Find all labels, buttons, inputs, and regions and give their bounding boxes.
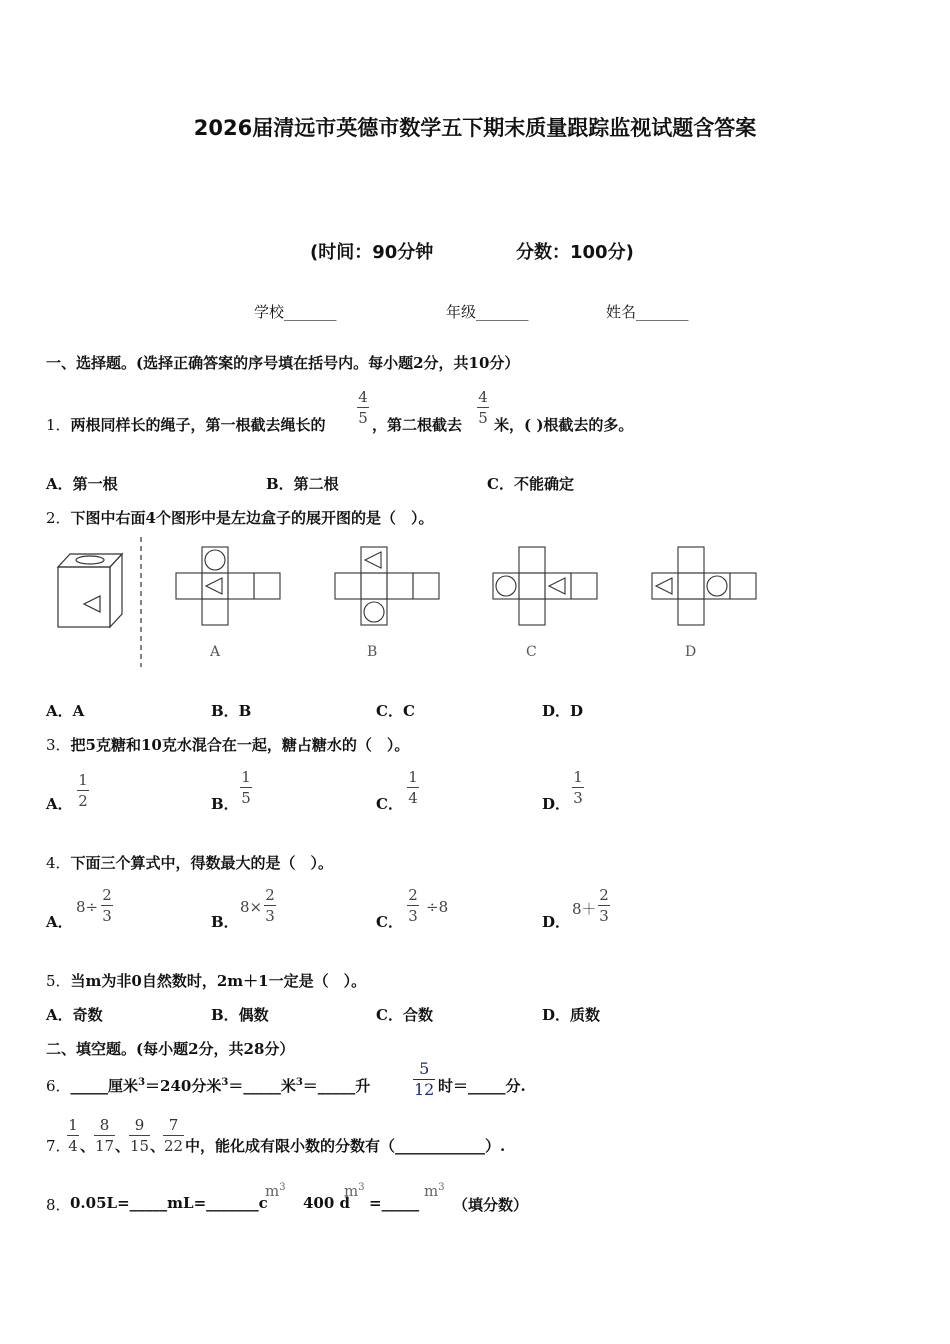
q4-b-numerator: 2 bbox=[265, 886, 275, 904]
q4-c-fraction bbox=[407, 886, 419, 925]
q4-number: 4． bbox=[46, 854, 71, 872]
q4-b-prefix: 8× bbox=[240, 898, 263, 916]
q7-number: 7． bbox=[46, 1137, 71, 1155]
net-b-label: B bbox=[367, 644, 378, 660]
q6-denominator: 12 bbox=[414, 1080, 435, 1099]
q6-sup-1: 3 bbox=[138, 1077, 146, 1088]
q6-text-a: _____厘米 bbox=[70, 1077, 139, 1095]
q1-number: 1． bbox=[46, 416, 71, 434]
q1-fraction-2 bbox=[477, 388, 489, 427]
q4-a-prefix: 8÷ bbox=[76, 898, 99, 916]
q4-label-b: B． bbox=[211, 913, 239, 931]
q8-number: 8． bbox=[46, 1196, 71, 1214]
net-d bbox=[652, 547, 756, 625]
q3-b-numerator: 1 bbox=[241, 768, 251, 786]
q2-option-d: D．D bbox=[542, 702, 584, 720]
net-a bbox=[176, 547, 280, 625]
q4-label-d: D． bbox=[542, 913, 571, 931]
q6-sup-3: 3 bbox=[295, 1077, 303, 1088]
q5-option-a: A．奇数 bbox=[46, 1006, 103, 1024]
q4-label-c: C． bbox=[376, 913, 403, 931]
q4-d-numerator: 2 bbox=[599, 886, 609, 904]
q8-unit1-sup: 3 bbox=[279, 1182, 286, 1193]
q6-number: 6． bbox=[46, 1077, 71, 1095]
net-b bbox=[335, 547, 439, 625]
q7-fraction-2 bbox=[94, 1116, 115, 1155]
q3-number: 3． bbox=[46, 736, 71, 754]
q4-label-a: A． bbox=[46, 913, 73, 931]
q6-text-d: ＝_____升 bbox=[302, 1077, 371, 1095]
q8-unit-1 bbox=[265, 1182, 286, 1200]
q4-b-fraction bbox=[264, 886, 276, 925]
q3-b-denominator: 5 bbox=[241, 789, 251, 807]
q2-option-c: C．C bbox=[376, 702, 415, 720]
q4-d-denominator: 3 bbox=[599, 907, 609, 925]
q8-unit-2 bbox=[344, 1182, 365, 1200]
q4-a-fraction bbox=[101, 886, 113, 925]
q7-f1-denominator: 4 bbox=[68, 1137, 78, 1155]
q2-text bbox=[46, 507, 434, 528]
q6-text-b: ＝240分米 bbox=[145, 1077, 222, 1095]
net-a-label: A bbox=[210, 644, 221, 660]
q2-text-body: 下图中右面4个图形中是左边盒子的展开图的是（ ）。 bbox=[70, 509, 434, 527]
score-info: 分数：100分) bbox=[516, 242, 634, 263]
time-info: (时间：90分钟 bbox=[310, 242, 434, 263]
q8-text-d: （填分数） bbox=[453, 1196, 529, 1214]
q1-frac1-denominator: 5 bbox=[358, 409, 368, 427]
q4-d-prefix: 8＋ bbox=[572, 900, 597, 918]
q2-number: 2． bbox=[46, 509, 71, 527]
q1-text-b: ，第二根截去 bbox=[372, 416, 463, 434]
q5-option-b: B．偶数 bbox=[211, 1006, 269, 1024]
q6-text bbox=[46, 1075, 370, 1096]
school-field: 学校_______ bbox=[254, 303, 337, 321]
q1-option-c: C．不能确定 bbox=[487, 475, 574, 493]
q7-sep-1: 、 bbox=[80, 1137, 96, 1155]
net-d-label: D bbox=[685, 644, 697, 660]
q5-text bbox=[46, 970, 366, 991]
document-title: 2026届清远市英德市数学五下期末质量跟踪监视试题含答案 bbox=[193, 116, 757, 140]
q4-text bbox=[46, 852, 333, 873]
q3-label-b: B． bbox=[211, 795, 239, 813]
q8-text-c: =_____ bbox=[369, 1194, 420, 1212]
q8-unit-3 bbox=[424, 1182, 445, 1200]
q1-text-a: 两根同样长的绳子，第一根截去绳长的 bbox=[70, 416, 326, 434]
q2-option-a: A．A bbox=[46, 702, 85, 720]
q3-label-c: C． bbox=[376, 795, 403, 813]
q3-label-a: A． bbox=[46, 795, 73, 813]
q8-text-a: 0.05L=_____mL=_______c bbox=[70, 1194, 268, 1212]
q6-sup-2: 3 bbox=[221, 1077, 229, 1088]
q3-c-numerator: 1 bbox=[408, 768, 418, 786]
q3-text bbox=[46, 734, 409, 755]
q8-text-b: 400 d bbox=[303, 1194, 351, 1212]
q3-label-d: D． bbox=[542, 795, 571, 813]
q7-fraction-4 bbox=[163, 1116, 184, 1155]
cube-drawing bbox=[58, 554, 122, 627]
q6-text-e: 时＝_____分. bbox=[438, 1077, 526, 1095]
q1-option-a: A．第一根 bbox=[46, 475, 118, 493]
q3-fraction-c bbox=[407, 768, 419, 807]
q7-f3-denominator: 15 bbox=[130, 1137, 150, 1155]
q7-f4-numerator: 7 bbox=[168, 1116, 179, 1134]
q7-sep-2: 、 bbox=[115, 1137, 131, 1155]
q3-text-body: 把5克糖和10克水混合在一起，糖占糖水的（ ）。 bbox=[70, 736, 410, 754]
q8-unit2-sup: 3 bbox=[358, 1182, 365, 1193]
q1-text-c: 米，( )根截去的多。 bbox=[494, 416, 634, 434]
q8-unit3-base: m bbox=[424, 1182, 439, 1200]
q3-d-denominator: 3 bbox=[573, 789, 583, 807]
q6-fraction bbox=[413, 1060, 435, 1099]
q8-unit2-base: m bbox=[344, 1182, 359, 1200]
q4-a-numerator: 2 bbox=[102, 886, 112, 904]
q7-f2-numerator: 8 bbox=[99, 1116, 110, 1134]
q1-frac1-numerator: 4 bbox=[358, 388, 368, 406]
q1-frac2-denominator: 5 bbox=[478, 409, 488, 427]
q1-option-b: B．第二根 bbox=[266, 475, 339, 493]
section2-heading: 二、填空题。(每小题2分，共28分） bbox=[46, 1040, 295, 1058]
q2-option-b: B．B bbox=[211, 702, 252, 720]
q6-numerator: 5 bbox=[419, 1059, 430, 1078]
q4-d-fraction bbox=[598, 886, 610, 925]
q8-unit3-sup: 3 bbox=[438, 1182, 445, 1193]
q4-c-numerator: 2 bbox=[408, 886, 418, 904]
net-c-label: C bbox=[526, 644, 537, 660]
q1-text bbox=[46, 414, 326, 435]
q2-figure bbox=[40, 532, 780, 667]
net-c bbox=[493, 547, 597, 625]
name-field: 姓名_______ bbox=[606, 303, 689, 321]
q5-option-d: D．质数 bbox=[542, 1006, 601, 1024]
q7-sep-3: 、 bbox=[150, 1137, 166, 1155]
q4-c-denominator: 3 bbox=[408, 907, 418, 925]
q4-text-body: 下面三个算式中，得数最大的是（ ）。 bbox=[70, 854, 334, 872]
q1-fraction-1 bbox=[357, 388, 369, 427]
q4-c-suffix: ÷8 bbox=[426, 898, 449, 916]
q7-f3-numerator: 9 bbox=[134, 1116, 145, 1134]
q3-c-denominator: 4 bbox=[408, 789, 418, 807]
q8-unit1-base: m bbox=[265, 1182, 280, 1200]
q5-option-c: C．合数 bbox=[376, 1006, 433, 1024]
q7-fraction-1 bbox=[67, 1116, 79, 1155]
q3-fraction-d bbox=[572, 768, 584, 807]
q7-f1-numerator: 1 bbox=[68, 1116, 78, 1134]
section1-heading: 一、选择题。(选择正确答案的序号填在括号内。每小题2分，共10分） bbox=[46, 354, 520, 372]
q5-text-body: 当m为非0自然数时，2m＋1一定是（ ）。 bbox=[70, 972, 367, 990]
q7-f2-denominator: 17 bbox=[95, 1137, 115, 1155]
q7-text: 中，能化成有限小数的分数有（____________）. bbox=[185, 1137, 506, 1155]
q6-text-c: ＝_____米 bbox=[228, 1077, 296, 1095]
q3-a-numerator: 1 bbox=[78, 771, 88, 789]
q3-a-denominator: 2 bbox=[78, 792, 88, 810]
q1-frac2-numerator: 4 bbox=[478, 388, 488, 406]
q4-b-denominator: 3 bbox=[265, 907, 275, 925]
q3-d-numerator: 1 bbox=[573, 768, 583, 786]
q3-fraction-b bbox=[240, 768, 252, 807]
grade-field: 年级_______ bbox=[446, 303, 529, 321]
q4-a-denominator: 3 bbox=[102, 907, 112, 925]
q7-fraction-3 bbox=[129, 1116, 150, 1155]
q3-fraction-a bbox=[77, 771, 89, 810]
q5-number: 5． bbox=[46, 972, 71, 990]
q7-f4-denominator: 22 bbox=[164, 1137, 184, 1155]
